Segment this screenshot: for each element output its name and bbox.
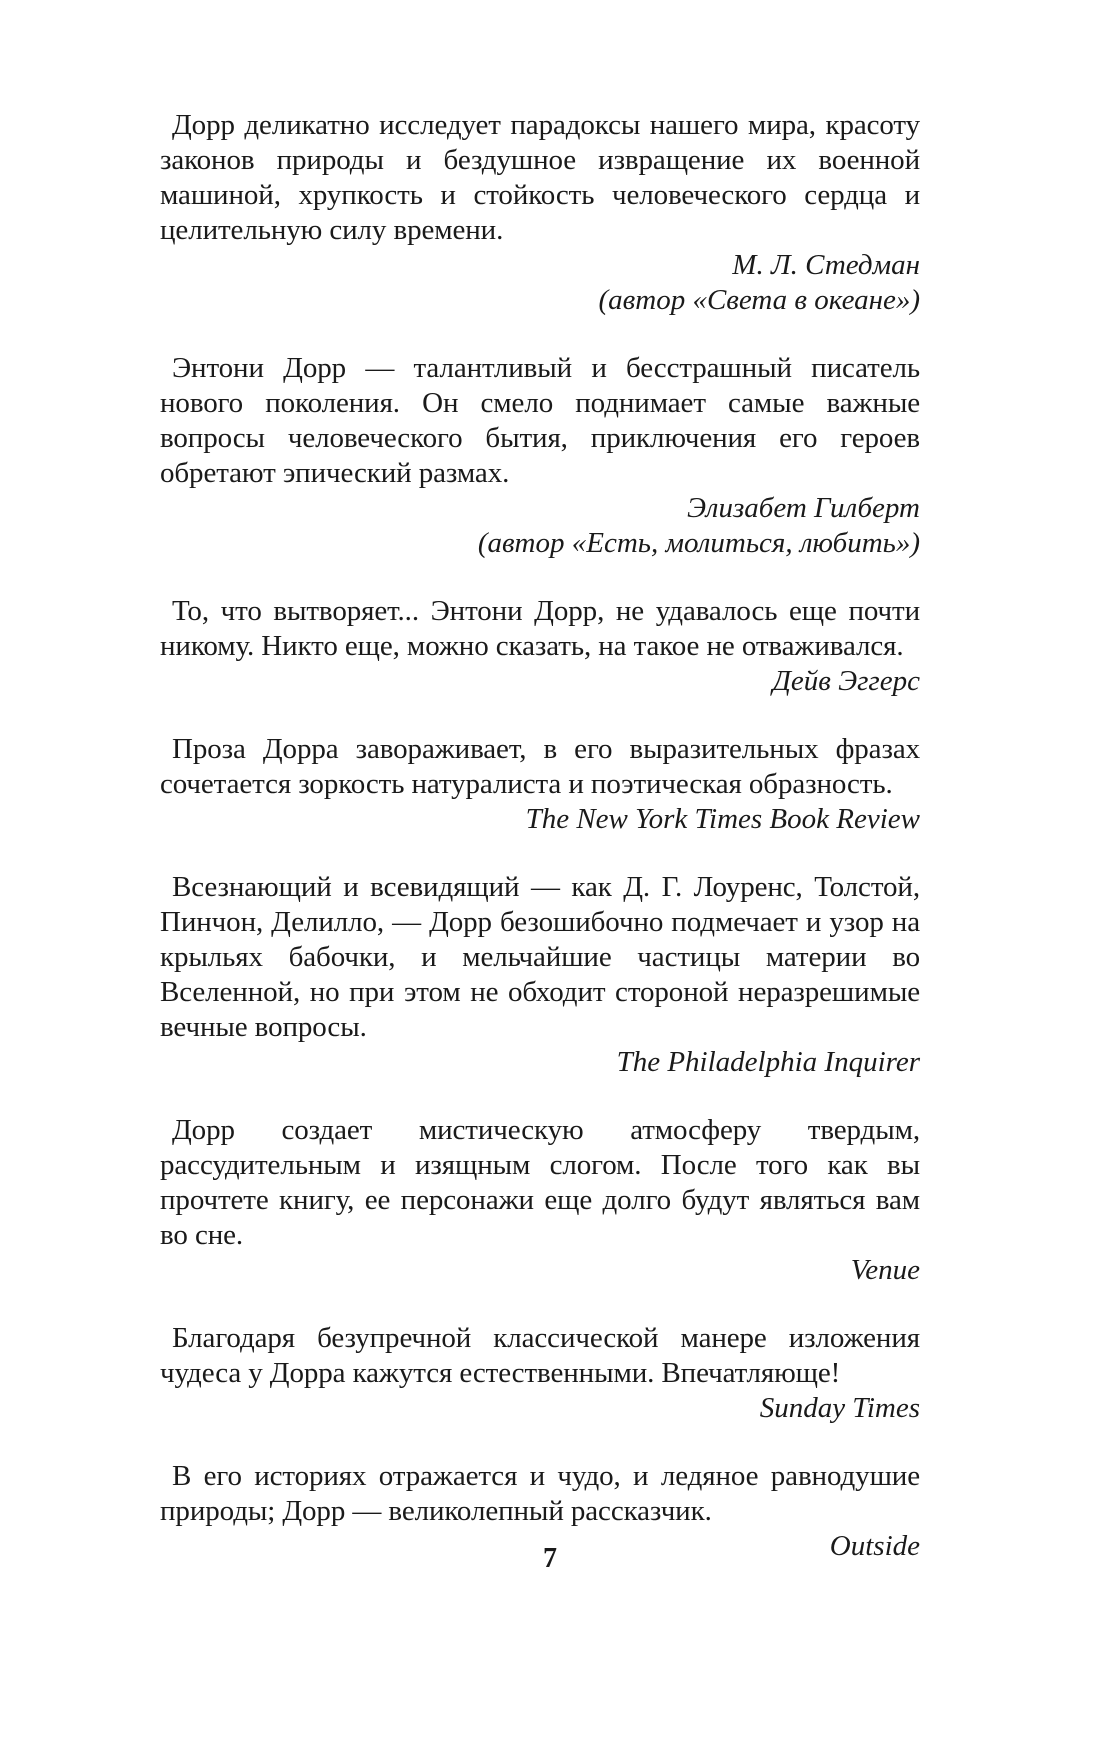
review-quote: Проза Дорра завораживает, в его выразительных фразах сочетается зоркость натуралиста и поэтическая образность. xyxy=(160,733,920,800)
reviews-page xyxy=(160,108,920,1597)
review-quote: Энтони Дорр — талантливый и бесстрашный писатель нового поколения. Он смело поднимает самые важные вопросы человеческого бытия, приключения его героев обретают эпический размах. xyxy=(160,352,920,489)
review-author: Дейв Эггерс xyxy=(772,665,920,697)
review-eggers xyxy=(160,594,920,699)
review-quote: Дорр деликатно исследует парадоксы нашего мира, красоту законов природы и бездушное извращение их военной машиной, хрупкость и стойкость человеческого сердца и целительную силу времени. xyxy=(160,109,920,246)
review-stedman xyxy=(160,108,920,318)
review-author: The Philadelphia Inquirer xyxy=(616,1046,920,1078)
review-gilbert xyxy=(160,351,920,561)
review-author: Venue xyxy=(850,1254,920,1286)
review-philadelphia xyxy=(160,870,920,1080)
review-sunday-times xyxy=(160,1321,920,1426)
review-author-note: (автор «Света в океане») xyxy=(598,284,920,316)
review-author: Sunday Times xyxy=(759,1392,920,1424)
review-quote: То, что вытворяет... Энтони Дорр, не удавалось еще почти никому. Никто еще, можно сказать, на такое не отваживался. xyxy=(160,595,920,662)
review-quote: В его историях отражается и чудо, и ледяное равнодушие природы; Дорр — великолепный рассказчик. xyxy=(160,1460,920,1527)
review-author: Outside xyxy=(829,1530,920,1562)
review-quote: Дорр создает мистическую атмосферу твердым, рассудительным и изящным слогом. После того как вы прочтете книгу, ее персонажи еще долго будут являться вам во сне. xyxy=(160,1114,920,1251)
review-author-note: (автор «Есть, молиться, любить») xyxy=(477,527,920,559)
review-quote: Благодаря безупречной классической манере изложения чудеса у Дорра кажутся естественными. Впечатляюще! xyxy=(160,1322,920,1389)
review-author: The New York Times Book Review xyxy=(525,803,920,835)
review-author: М. Л. Стедман xyxy=(732,249,920,281)
page-number: 7 xyxy=(543,1543,557,1574)
review-venue xyxy=(160,1113,920,1288)
review-author: Элизабет Гилберт xyxy=(687,492,920,524)
review-quote: Всезнающий и всевидящий — как Д. Г. Лоуренс, Толстой, Пинчон, Делилло, — Дорр безошибочно подмечает и узор на крыльях бабочки, и мельчайшие частицы материи во Вселенной, но при этом не обходит стороной неразрешимые вечные вопросы. xyxy=(160,871,920,1043)
review-nyt xyxy=(160,732,920,837)
